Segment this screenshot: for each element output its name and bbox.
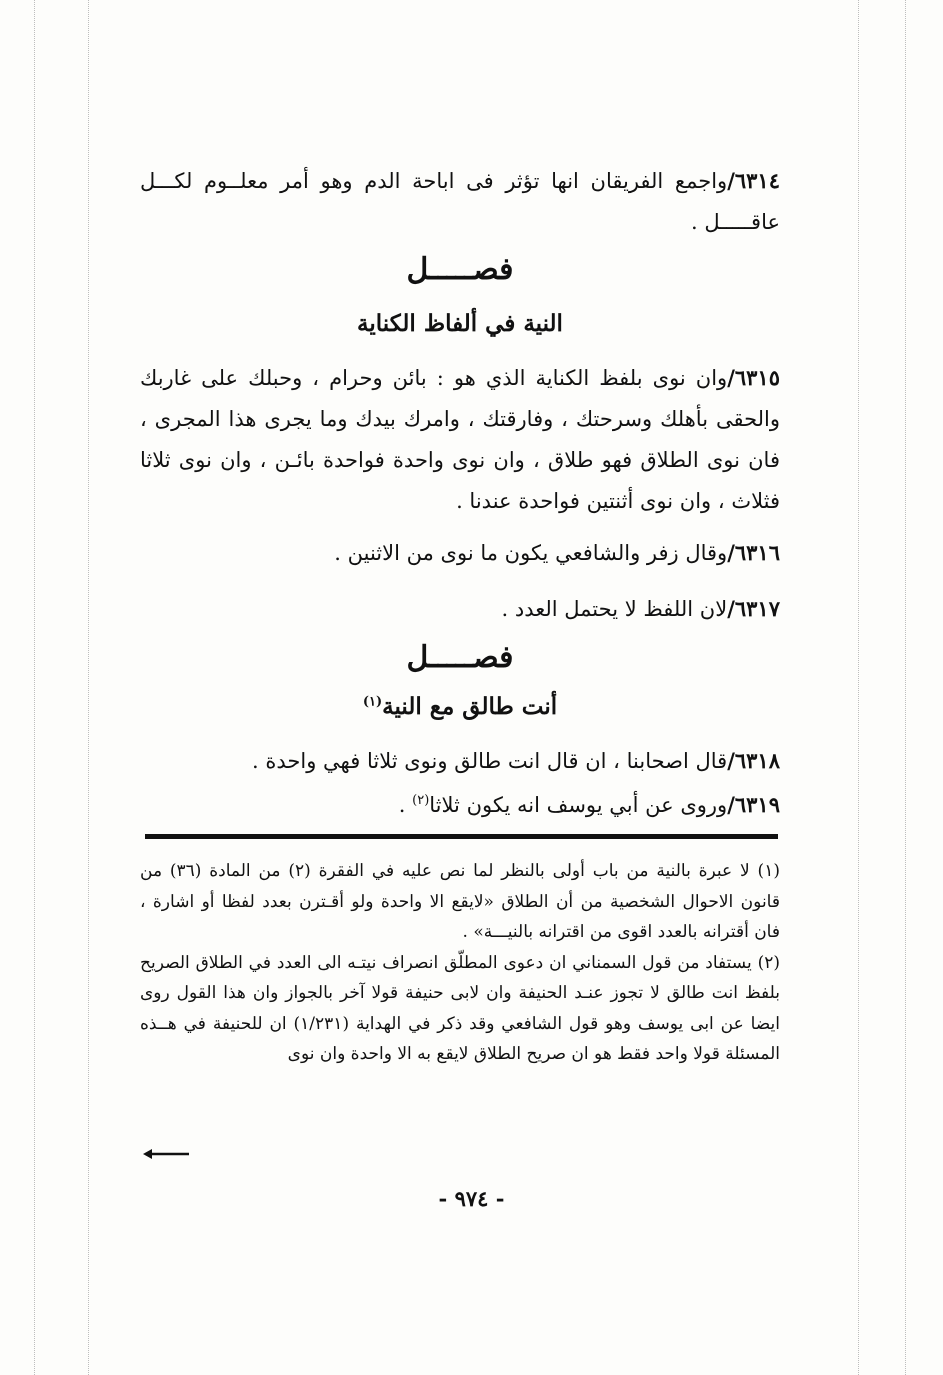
- continuation-arrow-icon: [143, 1148, 189, 1160]
- paragraph-text: وروى عن أبي يوسف انه يكون ثلاثا: [429, 793, 728, 817]
- scan-dotted-line: [905, 0, 906, 1375]
- paragraph-text: لان اللفظ لا يحتمل العدد .: [501, 597, 728, 621]
- footnotes: [140, 856, 780, 1070]
- footnote-2: (٢) يستفاد من قول السمناني ان دعوى المطلّق انصراف نيتـه الى العدد في الطلاق الصريح بلفظ انت طالق لا تجوز عنـد الحنيفة وان لابى حنيفة قولا آخر بالجواز وان هذا القول روى ايضا عن ابى يوسف وهو قول الشافعي وقد ذكر في الهداية (١/٢٣١) ان للحنيفة في هــذه المسئلة قولا واحد فقط هو ان صريح الطلاق لايقع به الا واحدة وان نوى: [140, 952, 780, 1064]
- paragraph-6317: [140, 588, 780, 630]
- fasl-heading: فصـــــل: [406, 640, 514, 675]
- paragraph-number: ٦٣١٨/: [727, 748, 780, 773]
- fasl-heading: فصـــــل: [406, 252, 514, 287]
- page-number: - ٩٧٤ -: [438, 1186, 505, 1211]
- paragraph-number: ٦٣١٦/: [727, 540, 780, 565]
- footnote-ref: (٢): [412, 793, 430, 808]
- footnote-1: (١) لا عبرة بالنية من باب أولى بالنظر لما نص عليه في الفقرة (٢) من المادة (٣٦) من قانون الاحوال الشخصية من أن الطلاق «لايقع الا واحدة ولو أقـترن بعدد لفظا أو اشارة ، فان أقترانه بالعدد اقوى من اقترانه بالنيـــة» .: [140, 861, 780, 942]
- paragraph-text: واجمع الفريقان انها تؤثر فى اباحة الدم وهو أمر معلــوم لكـــل عاقـــــل .: [140, 169, 780, 234]
- paragraph-6314: [140, 160, 780, 243]
- footnote-ref: (١): [362, 694, 383, 710]
- paragraph-text: وقال زفر والشافعي يكون ما نوى من الاثنين .: [334, 541, 728, 565]
- paragraph-number: ٦٣١٧/: [727, 596, 780, 621]
- section-title: [140, 310, 780, 337]
- section-heading: [140, 640, 780, 675]
- section-heading: [140, 252, 780, 287]
- section-title-text: النية في ألفاظ الكناية: [357, 310, 563, 337]
- section-title-text: أنت طالق مع النية: [382, 693, 558, 720]
- paragraph-6316: [140, 532, 780, 574]
- paragraph-6318: [140, 740, 780, 782]
- paragraph-text: وان نوى بلفظ الكناية الذي هو : بائن وحرام ، وحبلك على غاربك والحقى بأهلك وسرحتك ، وفارقتك ، وامرك بيدك وما يجرى هذا المجرى ، فان نوى الطلاق فهو طلاق ، وان نوى واحدة فواحدة بائـن ، وان نوى ثلاثا فثلاث ، وان نوى أثنتين فواحدة عندنا .: [140, 366, 780, 513]
- scan-dotted-line: [858, 0, 859, 1375]
- paragraph-number: ٦٣١٤/: [727, 168, 780, 193]
- paragraph-number: ٦٣١٩/: [727, 792, 780, 817]
- paragraph-text: قال اصحابنا ، ان قال انت طالق ونوى ثلاثا فهي واحدة .: [252, 749, 728, 773]
- section-title: [140, 693, 780, 720]
- footnote-separator: [145, 834, 778, 839]
- scan-dotted-line: [88, 0, 89, 1375]
- paragraph-number: ٦٣١٥/: [727, 365, 780, 390]
- scan-dotted-line: [34, 0, 35, 1375]
- paragraph-6315: [140, 357, 780, 522]
- paragraph-6319: [140, 780, 780, 826]
- paragraph-end: .: [398, 793, 413, 817]
